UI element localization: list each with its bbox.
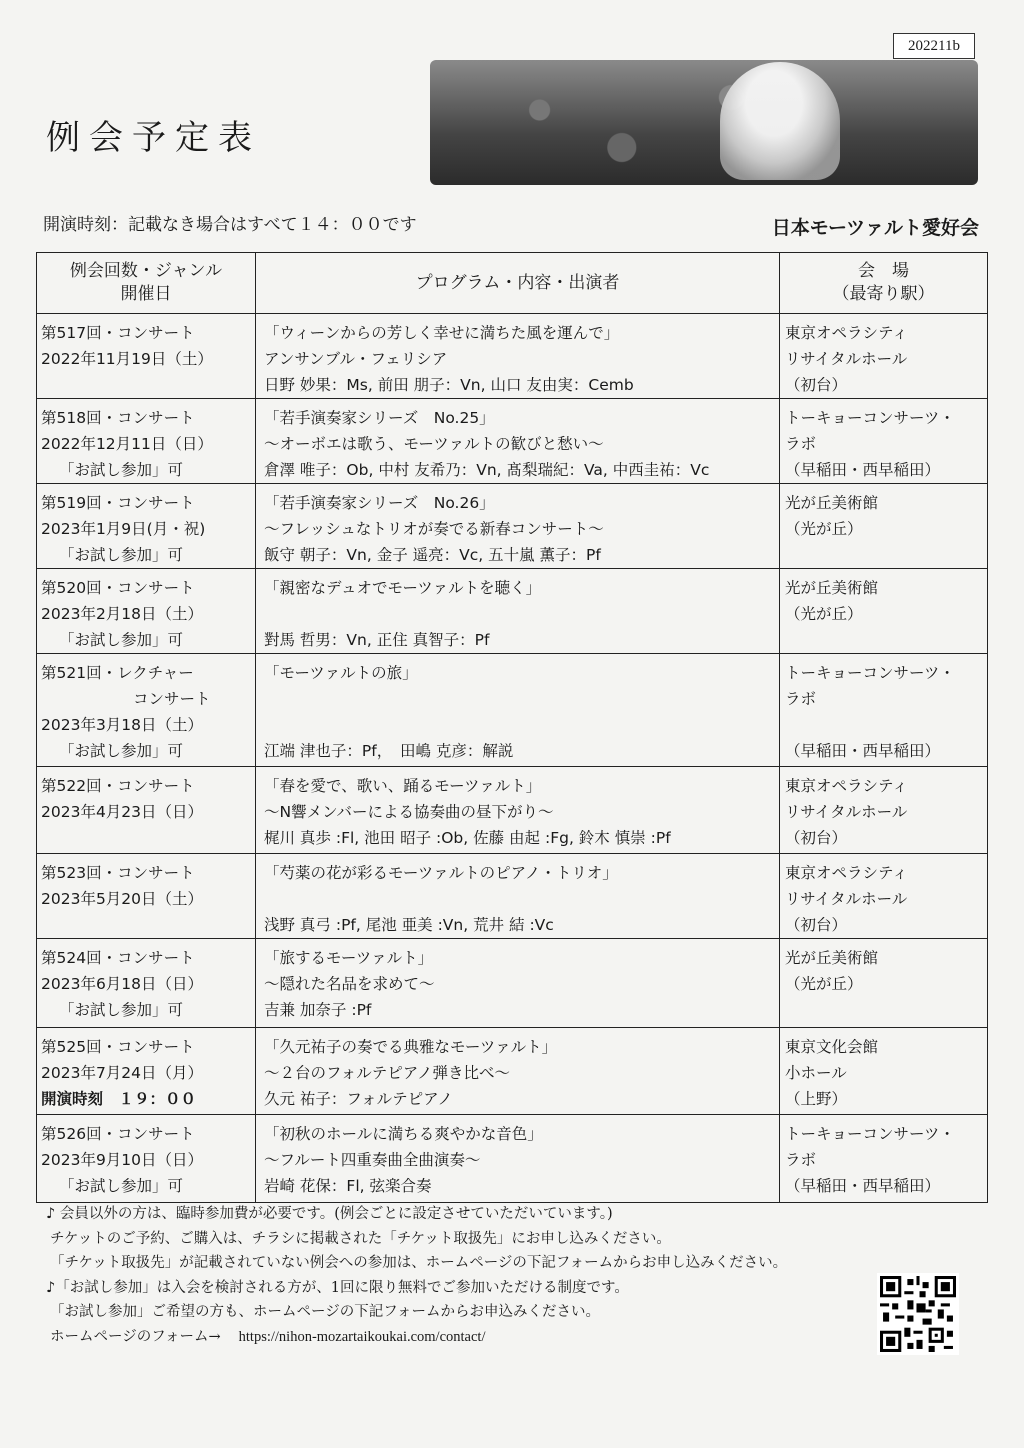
event-cell-line: コンサート bbox=[133, 690, 211, 708]
event-cell-line: 2023年7月24日（月） bbox=[41, 1064, 204, 1082]
event-cell-line: 「お試し参加」可 bbox=[59, 546, 184, 564]
event-cell-line bbox=[37, 825, 255, 851]
venue-cell-line: トーキョーコンサーツ・ bbox=[785, 409, 955, 427]
event-cell-line bbox=[37, 912, 255, 938]
event-cell-line: 「お試し参加」可 bbox=[59, 1001, 184, 1019]
program-cell-line: 久元 祐子：フォルテピアノ bbox=[264, 1090, 453, 1108]
event-cell-line: 2023年9月10日（日） bbox=[41, 1151, 204, 1169]
venue-cell-line: リサイタルホール bbox=[785, 890, 908, 908]
event-cell-line: 2023年3月18日（土） bbox=[41, 716, 204, 734]
header-program: プログラム・内容・出演者 bbox=[256, 253, 780, 314]
table-row bbox=[37, 569, 988, 654]
table-row bbox=[37, 767, 988, 854]
program-cell bbox=[256, 1115, 780, 1203]
event-cell-line: 2023年4月23日（日） bbox=[41, 803, 204, 821]
venue-cell-line: （光が丘） bbox=[785, 605, 863, 623]
program-cell-line: 飯守 朝子：Vn, 金子 遥亮：Vc, 五十嵐 薫子：Pf bbox=[264, 546, 601, 564]
event-cell-line: 第522回・コンサート bbox=[41, 777, 195, 795]
event-cell bbox=[37, 1115, 256, 1203]
table-header-row bbox=[37, 253, 988, 314]
event-cell-line: 第520回・コンサート bbox=[41, 579, 195, 597]
notes bbox=[46, 1202, 787, 1349]
program-cell bbox=[256, 854, 780, 939]
venue-cell bbox=[780, 569, 988, 654]
table-row bbox=[37, 1115, 988, 1203]
schedule-table bbox=[36, 252, 988, 1203]
header-event: 例会回数・ジャンル 開催日 bbox=[37, 253, 256, 314]
venue-cell-line: 光が丘美術館 bbox=[785, 949, 879, 967]
event-cell-line: 第525回・コンサート bbox=[41, 1038, 195, 1056]
program-cell-line: 「親密なデュオでモーツァルトを聴く」 bbox=[264, 579, 542, 597]
program-cell-line: 浅野 真弓 :Pf, 尾池 亜美 :Vn, 荒井 結 :Vc bbox=[264, 916, 554, 934]
program-cell-line: 「モーツァルトの旅」 bbox=[264, 664, 418, 682]
event-cell bbox=[37, 314, 256, 399]
venue-cell-line: ラボ bbox=[785, 1151, 817, 1169]
table-row bbox=[37, 854, 988, 939]
venue-cell bbox=[780, 654, 988, 767]
venue-cell-line: 東京文化会館 bbox=[785, 1038, 879, 1056]
table-row bbox=[37, 399, 988, 484]
event-cell-line: 第526回・コンサート bbox=[41, 1125, 195, 1143]
venue-cell-line: （初台） bbox=[785, 916, 848, 934]
program-cell-line bbox=[256, 712, 779, 738]
venue-cell bbox=[780, 767, 988, 854]
event-cell-line: 第524回・コンサート bbox=[41, 949, 195, 967]
program-cell-line bbox=[256, 686, 779, 712]
event-cell-line: 第519回・コンサート bbox=[41, 494, 195, 512]
program-cell-line: 「若手演奏家シリーズ No.26」 bbox=[264, 494, 495, 512]
venue-cell bbox=[780, 939, 988, 1028]
event-cell-line: 「お試し参加」可 bbox=[59, 742, 184, 760]
program-cell-line: 岩崎 花保：Fl, 弦楽合奏 bbox=[264, 1177, 432, 1195]
qr-code[interactable] bbox=[877, 1273, 959, 1355]
venue-cell-line: （光が丘） bbox=[785, 975, 863, 993]
event-cell-line: 2022年12月11日（日） bbox=[41, 435, 213, 453]
event-cell-line: 第521回・レクチャー bbox=[41, 664, 194, 682]
form-label: ホームページのフォーム→ bbox=[50, 1328, 221, 1345]
venue-cell-line: ラボ bbox=[785, 690, 817, 708]
table-row bbox=[37, 484, 988, 569]
event-cell-line: 第523回・コンサート bbox=[41, 864, 195, 882]
event-cell bbox=[37, 939, 256, 1028]
program-cell-line: 「芍薬の花が彩るモーツァルトのピアノ・トリオ」 bbox=[264, 864, 618, 882]
venue-cell-line: （初台） bbox=[785, 829, 848, 847]
program-cell-line bbox=[256, 886, 779, 912]
venue-cell bbox=[780, 1028, 988, 1115]
event-cell bbox=[37, 484, 256, 569]
venue-cell-line: ラボ bbox=[785, 435, 817, 453]
event-cell bbox=[37, 399, 256, 484]
program-cell bbox=[256, 939, 780, 1028]
table-row bbox=[37, 654, 988, 767]
mozart-bust-image bbox=[720, 62, 840, 180]
program-cell bbox=[256, 767, 780, 854]
venue-cell bbox=[780, 399, 988, 484]
program-cell-line: 對馬 哲男：Vn, 正住 真智子：Pf bbox=[264, 631, 490, 649]
venue-cell-line: （上野） bbox=[785, 1090, 848, 1108]
venue-cell-line: リサイタルホール bbox=[785, 350, 908, 368]
venue-cell-line bbox=[780, 542, 987, 568]
event-cell-line: 「お試し参加」可 bbox=[59, 631, 184, 649]
venue-cell-line: 光が丘美術館 bbox=[785, 494, 879, 512]
event-cell-line: 開演時刻 １９：００ bbox=[41, 1090, 197, 1108]
program-cell-line: 江端 津也子：Pf， 田嶋 克彦：解説 bbox=[264, 742, 514, 760]
event-cell-line: 2022年11月19日（土） bbox=[41, 350, 213, 368]
note-trial-apply: 「お試し参加」ご希望の方も、ホームページの下記フォームからお申込みください。 bbox=[50, 1304, 600, 1320]
program-cell-line: 梶川 真歩 :Fl, 池田 昭子 :Ob, 佐藤 由起 :Fg, 鈴木 慎崇 :Pf bbox=[264, 829, 671, 847]
program-cell bbox=[256, 484, 780, 569]
venue-cell-line: リサイタルホール bbox=[785, 803, 908, 821]
venue-cell-line: （光が丘） bbox=[785, 520, 863, 538]
venue-cell bbox=[780, 314, 988, 399]
event-cell-line: 「お試し参加」可 bbox=[59, 1177, 184, 1195]
program-cell-line: 「若手演奏家シリーズ No.25」 bbox=[264, 409, 495, 427]
program-cell bbox=[256, 1028, 780, 1115]
event-cell bbox=[37, 767, 256, 854]
program-cell-line: 吉兼 加奈子 :Pf bbox=[264, 1001, 372, 1019]
event-cell bbox=[37, 1028, 256, 1115]
venue-cell-line: トーキョーコンサーツ・ bbox=[785, 1125, 955, 1143]
contact-url-link[interactable]: https://nihon-mozartaikoukai.com/contact/ bbox=[238, 1328, 486, 1345]
event-cell-line: 2023年5月20日（土） bbox=[41, 890, 204, 908]
event-cell-line: 2023年2月18日（土） bbox=[41, 605, 204, 623]
program-cell-line: ～N響メンバーによる協奏曲の昼下がり～ bbox=[264, 803, 554, 821]
venue-cell-line: （早稲田・西早稲田） bbox=[785, 461, 941, 479]
venue-cell-line: 東京オペラシティ bbox=[785, 324, 908, 342]
event-cell-line: 2023年6月18日（日） bbox=[41, 975, 204, 993]
event-cell bbox=[37, 854, 256, 939]
venue-cell-line bbox=[780, 712, 987, 738]
note-form bbox=[46, 1325, 787, 1350]
event-cell-line bbox=[37, 372, 255, 398]
program-cell-line: 「春を愛で、歌い、踊るモーツァルト」 bbox=[264, 777, 542, 795]
program-cell-line: ～２台のフォルテピアノ弾き比べ～ bbox=[264, 1064, 510, 1082]
program-cell-line: ～フレッシュなトリオが奏でる新春コンサート～ bbox=[264, 520, 604, 538]
venue-cell-line bbox=[780, 627, 987, 653]
page-title: 例会予定表 bbox=[46, 118, 261, 158]
event-cell-line: 第517回・コンサート bbox=[41, 324, 195, 342]
program-cell bbox=[256, 569, 780, 654]
program-cell-line: 日野 妙果：Ms, 前田 朋子：Vn, 山口 友由実：Cemb bbox=[264, 376, 634, 394]
document-id: 202211b bbox=[893, 33, 975, 59]
venue-cell-line: 小ホール bbox=[785, 1064, 847, 1082]
event-cell-line: 2023年1月9日(月・祝) bbox=[41, 520, 206, 538]
venue-cell-line: 東京オペラシティ bbox=[785, 777, 908, 795]
venue-cell bbox=[780, 854, 988, 939]
note-ticket: チケットのご予約、ご購入は、チラシに掲載された「チケット取扱先」にお申し込みください。 bbox=[50, 1230, 671, 1247]
start-time-note: 開演時刻：記載なき場合はすべて１４：００です bbox=[43, 215, 417, 235]
program-cell-line: 「ウィーンからの芳しく幸せに満ちた風を運んで」 bbox=[264, 324, 620, 342]
venue-cell-line: （早稲田・西早稲田） bbox=[785, 742, 941, 760]
venue-cell bbox=[780, 484, 988, 569]
program-cell bbox=[256, 654, 780, 767]
program-cell-line: ～オーボエは歌う、モーツァルトの歓びと愁い～ bbox=[264, 435, 604, 453]
note-guest-fee: ♪ 会員以外の方は、臨時参加費が必要です。(例会ごとに設定させていただいています。) bbox=[46, 1206, 613, 1222]
table-row bbox=[37, 314, 988, 399]
event-cell bbox=[37, 569, 256, 654]
event-cell-line: 「お試し参加」可 bbox=[59, 461, 184, 479]
venue-cell-line: 東京オペラシティ bbox=[785, 864, 908, 882]
program-cell-line: アンサンブル・フェリシア bbox=[264, 350, 448, 368]
venue-cell bbox=[780, 1115, 988, 1203]
note-trial: ♪「お試し参加」は入会を検討される方が、1回に限り無料でご参加いただける制度です。 bbox=[46, 1279, 629, 1296]
program-cell-line: ～フルート四重奏曲全曲演奏～ bbox=[264, 1151, 481, 1169]
program-cell-line: 「旅するモーツァルト」 bbox=[264, 949, 434, 967]
venue-cell-line: （初台） bbox=[785, 376, 848, 394]
event-cell-line: 第518回・コンサート bbox=[41, 409, 195, 427]
table-row bbox=[37, 939, 988, 1028]
table-row bbox=[37, 1028, 988, 1115]
program-cell-line: 「初秋のホールに満ちる爽やかな音色」 bbox=[264, 1125, 543, 1143]
venue-cell-line bbox=[780, 997, 987, 1023]
program-cell bbox=[256, 314, 780, 399]
organization-name: 日本モーツァルト愛好会 bbox=[771, 217, 979, 239]
venue-cell-line: トーキョーコンサーツ・ bbox=[785, 664, 955, 682]
program-cell-line: ～隠れた名品を求めて～ bbox=[264, 975, 435, 993]
program-cell-line: 倉澤 唯子：Ob, 中村 友希乃：Vn, 髙梨瑞紀：Va, 中西圭祐：Vc bbox=[264, 461, 710, 479]
program-cell bbox=[256, 399, 780, 484]
mozart-statue-photo bbox=[430, 60, 978, 185]
venue-cell-line: 光が丘美術館 bbox=[785, 579, 879, 597]
event-cell bbox=[37, 654, 256, 767]
note-no-ticket: 「チケット取扱先」が記載されていない例会への参加は、ホームページの下記フォームからお申し込みください。 bbox=[50, 1255, 788, 1271]
qr-code-icon bbox=[880, 1276, 956, 1352]
header-venue: 会 場 （最寄り駅） bbox=[780, 253, 988, 314]
program-cell-line bbox=[256, 601, 779, 627]
venue-cell-line: （早稲田・西早稲田） bbox=[785, 1177, 941, 1195]
program-cell-line: 「久元祐子の奏でる典雅なモーツァルト」 bbox=[264, 1038, 558, 1056]
